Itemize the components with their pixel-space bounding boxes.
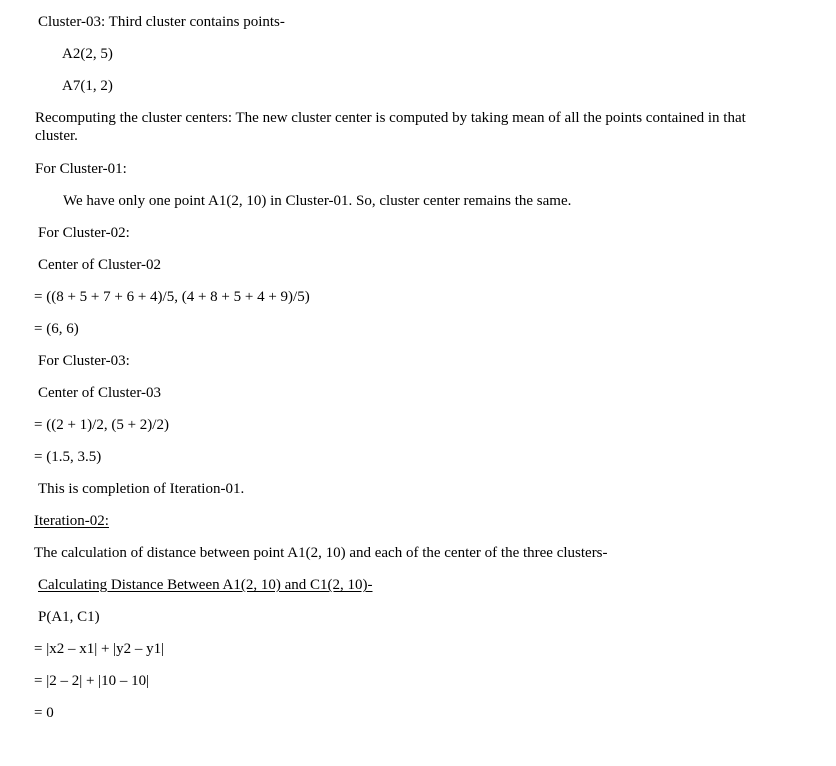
cluster-03-result: = (1.5, 3.5) bbox=[34, 449, 102, 465]
iteration-01-completion: This is completion of Iteration-01. bbox=[38, 481, 245, 497]
cluster-02-heading: For Cluster-02: bbox=[38, 225, 130, 241]
cluster-03-center-heading: For Cluster-03: bbox=[38, 353, 130, 369]
distance-substitution: = |2 – 2| + |10 – 10| bbox=[34, 673, 150, 689]
cluster-03-formula: = ((2 + 1)/2, (5 + 2)/2) bbox=[34, 417, 169, 433]
distance-intro: The calculation of distance between point A1(2, 10) and each of the center of the three clusters- bbox=[34, 545, 608, 561]
cluster-02-formula: = ((8 + 5 + 7 + 6 + 4)/5, (4 + 8 + 5 + 4 + 9)/5) bbox=[34, 289, 310, 305]
cluster-01-note: We have only one point A1(2, 10) in Cluster-01. So, cluster center remains the same. bbox=[63, 193, 572, 209]
recompute-paragraph: Recomputing the cluster centers: The new cluster center is computed by taking mean of all the points contained in that cluster. bbox=[35, 110, 746, 144]
distance-a1-c1-heading: Calculating Distance Between A1(2, 10) and C1(2, 10)- bbox=[38, 577, 373, 593]
point-a7: A7(1, 2) bbox=[62, 78, 113, 94]
point-a2: A2(2, 5) bbox=[62, 46, 113, 62]
distance-result: = 0 bbox=[34, 705, 54, 721]
distance-label: P(A1, C1) bbox=[38, 609, 100, 625]
cluster-02-result: = (6, 6) bbox=[34, 321, 79, 337]
cluster-03-center-label: Center of Cluster-03 bbox=[38, 385, 162, 401]
cluster-01-heading: For Cluster-01: bbox=[35, 161, 127, 177]
iteration-02-heading: Iteration-02: bbox=[34, 513, 109, 529]
cluster-03-heading: Cluster-03: Third cluster contains points- bbox=[38, 14, 285, 30]
distance-formula: = |x2 – x1| + |y2 – y1| bbox=[34, 641, 165, 657]
cluster-02-center-label: Center of Cluster-02 bbox=[38, 257, 162, 273]
